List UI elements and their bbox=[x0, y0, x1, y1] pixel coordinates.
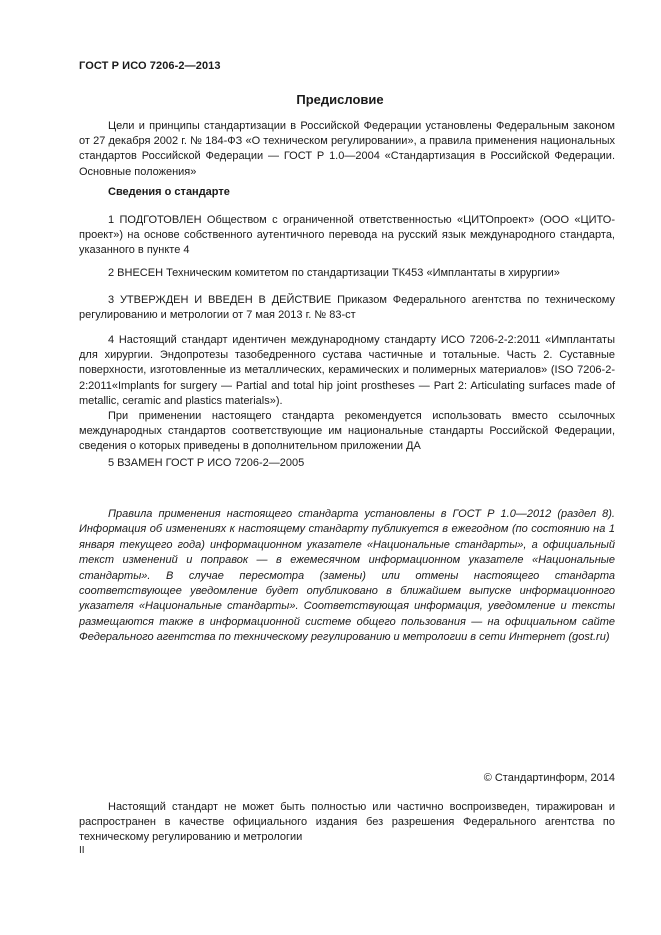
item-2-paragraph: 2 ВНЕСЕН Техническим комитетом по стандартизации ТК453 «Имплантаты в хирургии» bbox=[108, 267, 560, 279]
item-4-paragraph: 4 Настоящий стандарт идентичен международному стандарту ИСО 7206-2-2:2011 «Имплантаты для хирургии. Эндопротезы тазобедренного сустава частичные и тотальные. Часть 2. Суставные поверхности, изготовленные из металлических, керамических и полимерных материалов» (ISO 7206-2-2:2011«Implants for surgery — Partial and total hip joint prostheses — Part 2: Articulating surfaces made of metallic, ceramic and plastics materials»). bbox=[79, 334, 615, 407]
item-5-paragraph: 5 ВЗАМЕН ГОСТ Р ИСО 7206-2—2005 bbox=[108, 457, 305, 469]
document-code: ГОСТ Р ИСО 7206-2—2013 bbox=[79, 60, 221, 72]
intro-paragraph: Цели и принципы стандартизации в Российской Федерации установлены Федеральным законом от 27 декабря 2002 г. № 184-ФЗ «О техническом регулировании», а правила применения национальных стандартов Российской Федерации — ГОСТ Р 1.0—2004 «Стандартизация в Российской Федерации. Основные положения» bbox=[79, 120, 615, 178]
item-3-paragraph: 3 УТВЕРЖДЕН И ВВЕДЕН В ДЕЙСТВИЕ Приказом Федерального агентства по техническому регулированию и метрологии от 7 мая 2013 г. № 83-ст bbox=[79, 294, 615, 322]
item-1-paragraph: 1 ПОДГОТОВЛЕН Обществом с ограниченной ответственностью «ЦИТОпроект» (ООО «ЦИТО-проект») на основе собственного аутентичного перевода на русский язык международного стандарта, указанного в пункте 4 bbox=[79, 214, 615, 257]
reproduction-notice-paragraph: Настоящий стандарт не может быть полностью или частично воспроизведен, тиражирован и распространен в качестве официального издания без разрешения Федерального агентства по техническому регулированию и метрологии bbox=[79, 801, 615, 844]
rules-note-paragraph: Правила применения настоящего стандарта установлены в ГОСТ Р 1.0—2012 (раздел 8). Информация об изменениях к настоящему стандарту публикуется в ежегодном (по состоянию на 1 января текущего года) информационном указателе «Национальные стандарты», а официальный текст изменений и поправок — в ежемесячном информационном указателе «Национальные стандарты». В случае пересмотра (замены) или отмены настоящего стандарта соответствующее уведомление будет опубликовано в ближайшем выпуске информационного указателя «Национальные стандарты». Соответствующая информация, уведомление и тексты размещаются также в информационной системе общего пользования — на официальном сайте Федерального агентства по техническому регулированию и метрологии в сети Интернет (gost.ru) bbox=[79, 508, 615, 644]
page-number: II bbox=[79, 845, 85, 856]
section-heading: Сведения о стандарте bbox=[108, 186, 230, 198]
page-title: Предисловие bbox=[296, 92, 384, 107]
copyright-notice: © Стандартинформ, 2014 bbox=[483, 772, 615, 784]
item-4-note-paragraph: При применении настоящего стандарта рекомендуется использовать вместо ссылочных международных стандартов соответствующие им национальные стандарты Российской Федерации, сведения о которых приведены в дополнительном приложении ДА bbox=[79, 410, 615, 453]
